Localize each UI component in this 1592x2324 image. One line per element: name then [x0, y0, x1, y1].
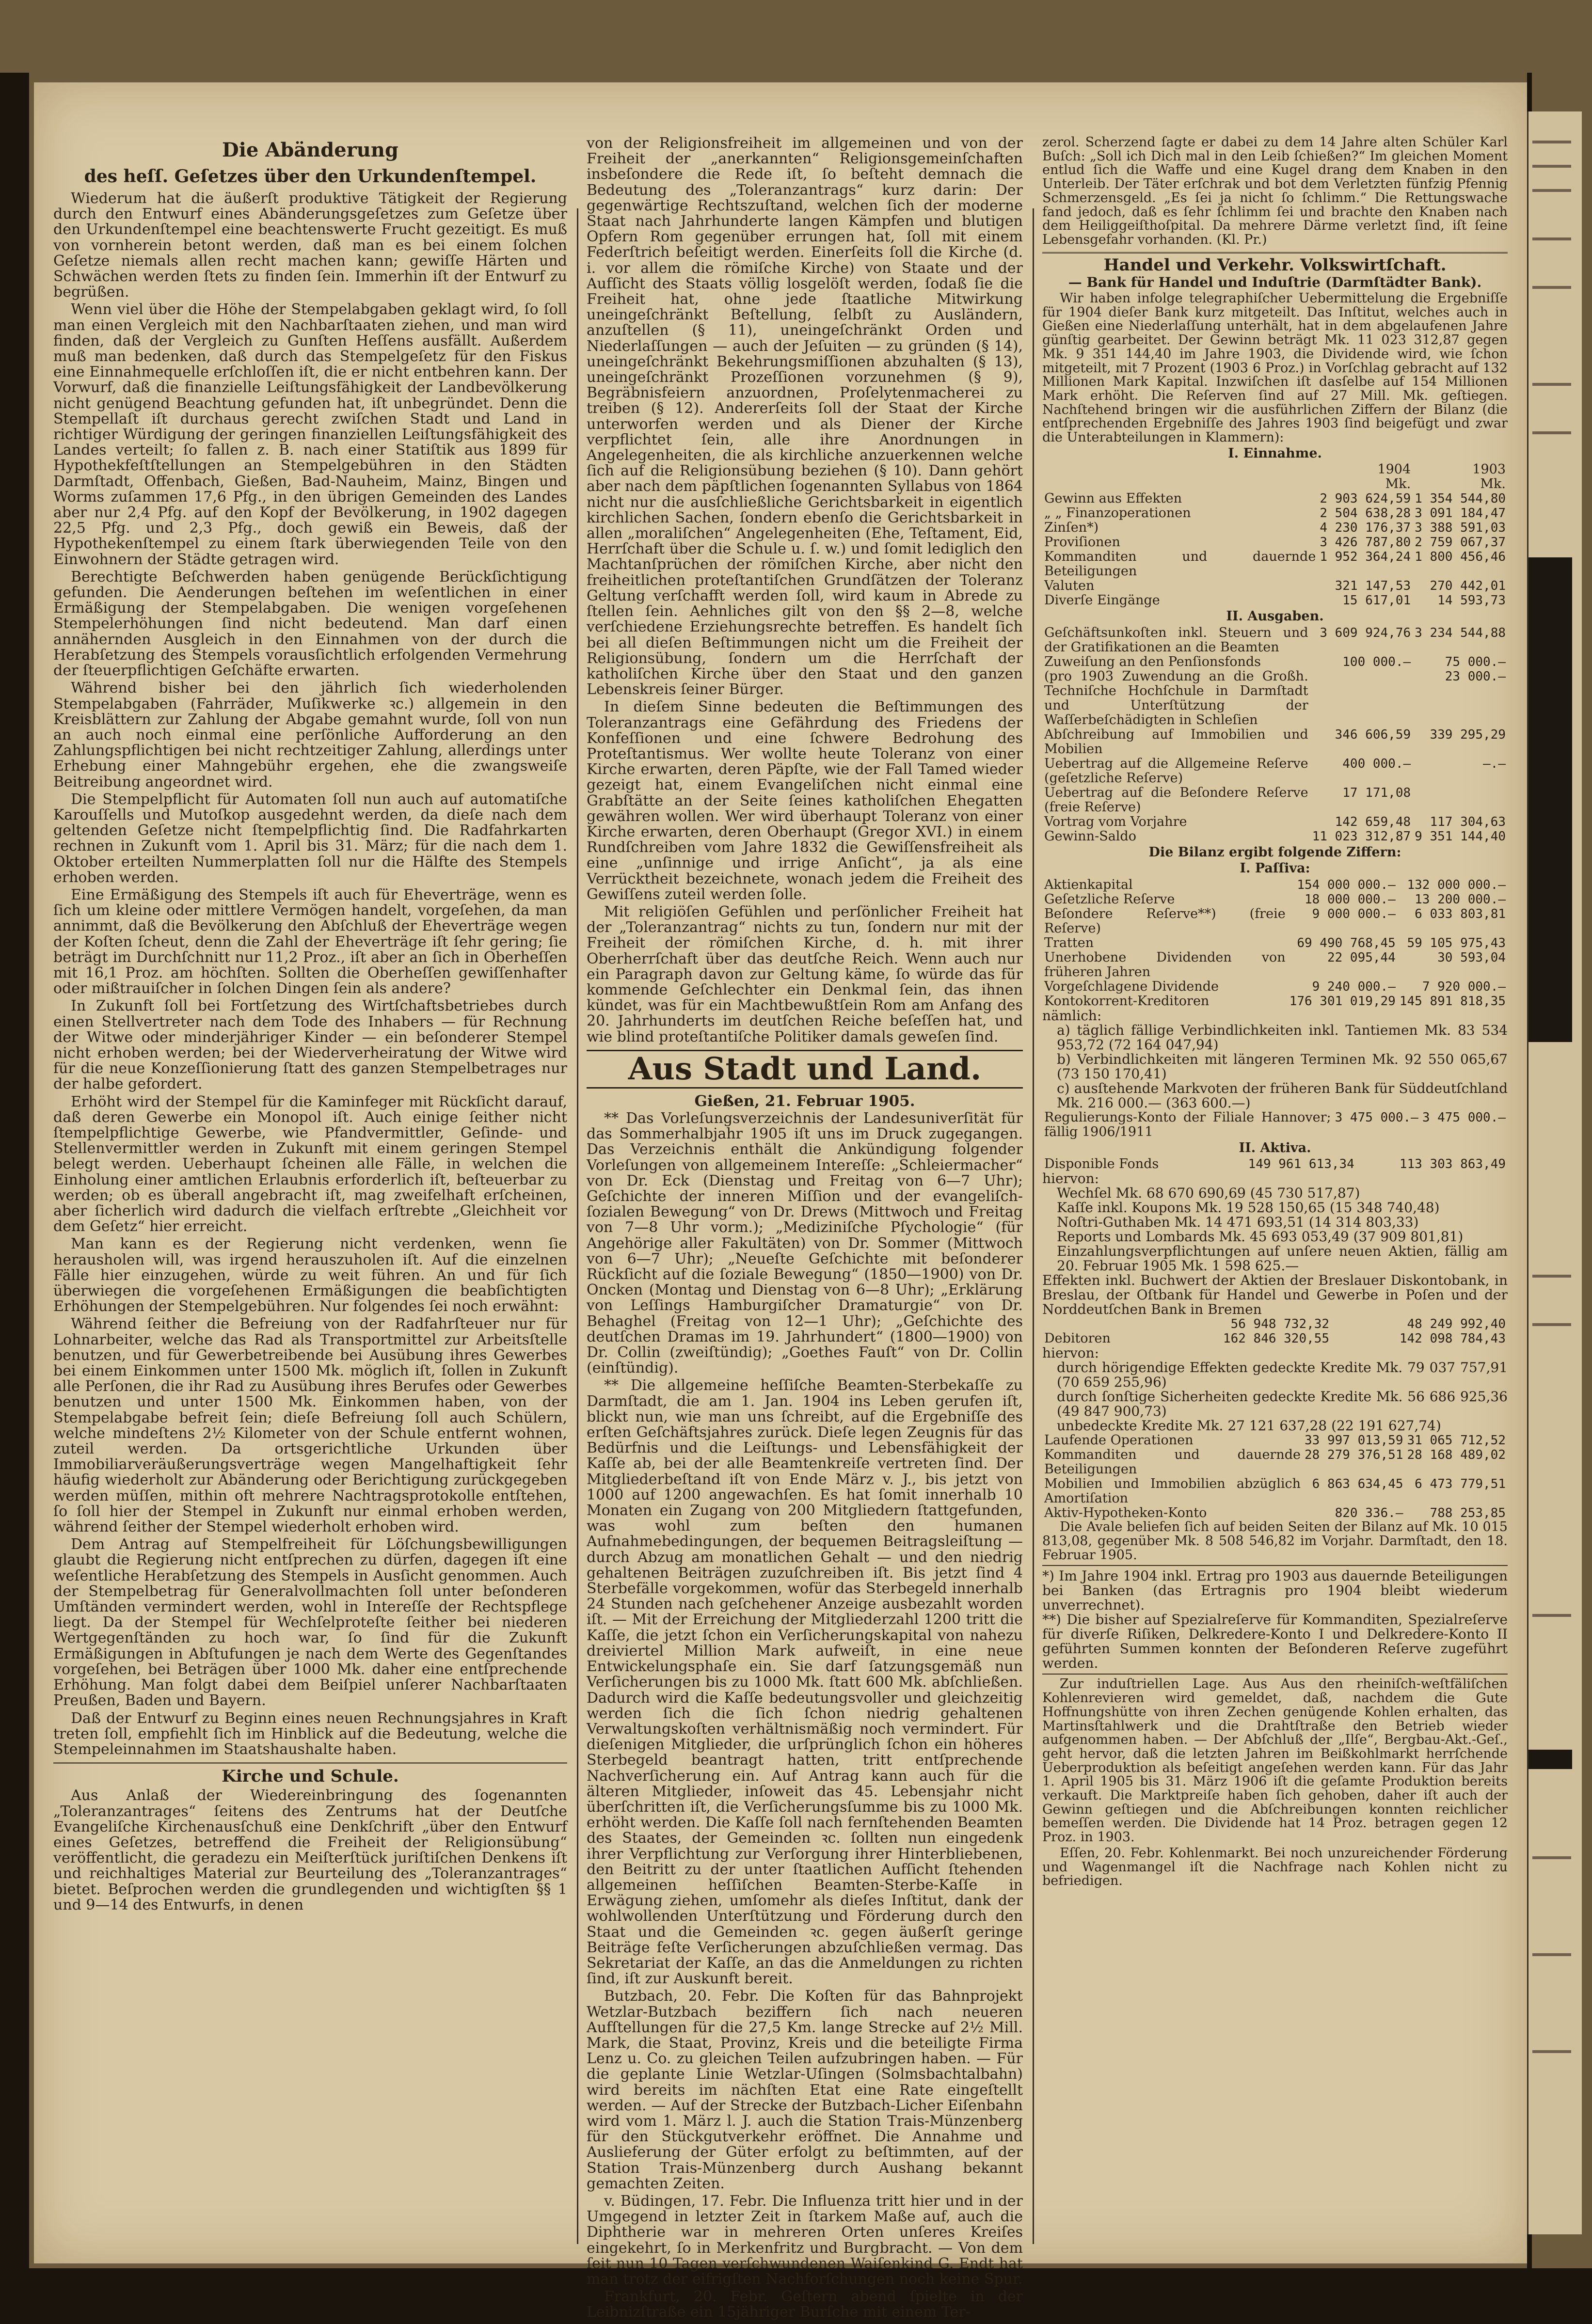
value-1904: 28 279 376,51	[1305, 1448, 1403, 1463]
row-label: Diverſe Eingänge	[1044, 593, 1160, 608]
row-label: Uebertrag auf die Beſondere Reſerve (freie Reſerve)	[1044, 785, 1308, 815]
expense-table	[1042, 626, 1508, 844]
article-subtitle: des heſſ. Geſetzes über den Urkundenſtempel.	[84, 166, 537, 187]
value-1903: 1 354 544,80	[1415, 491, 1506, 506]
securities-table	[1042, 1317, 1508, 1346]
text-fragment	[1532, 165, 1571, 168]
left-edge	[0, 73, 29, 2283]
value-1903: 23 000.—	[1445, 669, 1506, 684]
table-row	[1042, 1110, 1508, 1139]
text-fragment	[1532, 141, 1571, 143]
row-label: Gewinn-Saldo	[1044, 829, 1136, 844]
value-1903: 14 593,73	[1437, 593, 1506, 608]
row-label: Vorgeſchlagene Dividende	[1044, 979, 1219, 994]
table-section-label: II. Aktiva.	[1239, 1140, 1311, 1155]
dateline: Gießen, 21. Februar 1905.	[694, 1092, 915, 1110]
note-label: nämlich:	[1042, 1007, 1102, 1024]
table-row	[1042, 1331, 1508, 1346]
paragraph: Wenn viel über die Höhe der Stempelabgaben geklagt wird, ſo ſoll man einen Vergleich mit den Nachbarſtaaten ziehen, und man wird finden, daß der Vergleich zu Gunſten Heſſens ausfällt. Außerdem muß man bedenken, daß durch das Stempelgeſetz für den Fiskus eine Einnahmequelle erſchloſſen iſt, die er nicht entbehren kann. Der Vorwurf, daß die finanzielle Leiſtungsfähigkeit der Landbevölkerung nicht genügend Beachtung gefunden hat, iſt unbegründet. Denn die Stempellaſt iſt durchaus gerecht zwiſchen Stadt und Land in richtiger Würdigung der geringen finanziellen Leiſtungsfähigkeit des Landes verteilt; ſo fallen z. B. nach einer Statiſtik aus 1899 für Hypothekfeſtſtellungen an Stempelgebühren in den Städten Darmſtadt, Offenbach, Gießen, Bad-Nauheim, Mainz, Bingen und Worms zuſammen 17,6 Pfg., in den übrigen Gemeinden des Landes aber nur 2,4 Pfg. auf den Kopf der Bevölkerung, in 1902 dagegen 22,5 Pfg. und 2,3 Pfg., doch gewiß ein Beweis, daß der Hypothekenſtempel zu einem ſtark überwiegenden Teile von den Einwohnern der Städte getragen wird.	[53, 301, 567, 568]
table-row	[1042, 1433, 1508, 1448]
asset-items	[1042, 1186, 1508, 1273]
paragraph: Berechtigte Beſchwerden haben genügende Berückſichtigung gefunden. Die Aenderungen beſtehen im weſentlichen in einer Ermäßigung der Stempelabgaben. Die wenigen vorgeſehenen Stempelerhöhungen ſind nicht bedeutend. Man darf einen annähernden Ausgleich in den Einnahmen von der durch die Herabſetzung des Stempels vorausſichtlich erfolgenden Vermehrung der ſteuerpflichtigen Geſchäfte erwarten.	[53, 568, 567, 680]
value-1904	[1310, 669, 1413, 727]
row-label: Valuten	[1044, 578, 1095, 594]
row-label: Laufende Operationen	[1044, 1433, 1194, 1448]
paragraph: ** Die allgemeine heſſiſche Beamten-Sterbekaſſe zu Darmſtadt, die am 1. Jan. 1904 ins Leben gerufen iſt, blickt nun, wie man uns ſchreibt, auf die Ergebniſſe des erſten Geſchäftsjahres zurück. Dieſe legen Zeugnis für das Bedürfnis und die Leiſtungs- und Lebensfähigkeit der Kaſſe ab, bei der alle Beamtenkreiſe vertreten ſind. Der Mitgliederbeſtand iſt von Ende März v. J., bis jetzt von 1000 auf 1200 angewachſen. Es hat ſomit innerhalb 10 Monaten ein Zugang von 200 Mitgliedern ſtattgefunden, was wohl zum beſten den humanen Aufnahmebedingungen, der bequemen Beitragsleiſtung — durch Abzug am monatlichen Gehalt — und den niedrig gehaltenen Beiträgen zuzuſchreiben iſt. Bis jetzt ſind 4 Sterbefälle vorgekommen, wofür das Sterbegeld innerhalb 24 Stunden nach geſchehener Anzeige ausbezahlt worden iſt. — Mit der Erreichung der Mitgliederzahl 1200 tritt die Kaſſe, die jetzt ſchon ein Verſicherungskapital von nahezu dreiviertel Million Mark aufweiſt, in eine neue Entwickelungsphaſe ein. Sie darf ſatzungsgemäß nun Verſicherungen bis zu 1000 Mk. ſtatt 600 Mk. abſchließen. Dadurch wird die Kaſſe bedeutungsvoller und gleichzeitig werden ſich die ſich ſchon niedrig gehaltenen Verwaltungskoſten verhältnismäßig noch vermindert. Für dieſenigen Mitglieder, die urſprünglich ſchon ein höheres Sterbegeld beantragt hatten, tritt entſprechende Nachverſicherung ein. Auf Antrag kann auch für die älteren Mitglieder, inſoweit das 45. Lebensjahr nicht überſchritten iſt, die Verſicherungsſumme bis zu 1000 Mk. erhöht werden. Die Kaſſe ſoll nach fernſtehenden Beamten des Staates, der Gemeinden ꝛc. ſollten nun eingedenk ihrer Verpflichtung zur Verſorgung ihrer Hinterbliebenen, den Beitritt zu der unter ſtaatlichen Aufſicht ſtehenden allgemeinen heſſiſchen Beamten-Sterbe-Kaſſe in Erwägung ziehen, umſomehr als dieſes Inſtitut, dank der wohlwollenden Unterſtützung und Förderung durch den Staat und die Gemeinden ꝛc. gegen äußerſt geringe Beiträge feſte Verſicherungen abzuſchließen vermag. Das Sekretariat der Kaſſe, an das die Anmeldungen zu richten ſind, iſt zur Auskunft bereit.	[587, 1377, 1023, 1988]
paragraph: Eſſen, 20. Febr. Kohlenmarkt. Bei noch unzureichender Förderung und Wagenmangel iſt die Nachfrage nach Kohlen nicht zu befriedigen.	[1042, 1845, 1508, 1889]
value-1904: 22 095,44	[1327, 950, 1396, 965]
adjacent-page-strip	[1527, 111, 1582, 2234]
row-label: Kommanditen und dauernde Beteiligungen	[1044, 549, 1316, 579]
value-1903: 3 234 544,88	[1415, 626, 1506, 641]
paragraph: Man kann es der Regierung nicht verdenken, wenn ſie herausholen will, was irgend herauszuholen iſt. Auf die einzelnen Fälle hier einzugehen, würde zu weit führen. An und für ſich überwiegen die vorgeſehenen Ermäßigungen die beabſichtigten Erhöhungen der Stempelgebühren. Nur folgendes ſei noch erwähnt:	[53, 1235, 567, 1315]
regulation-table	[1042, 1110, 1508, 1139]
value-1904: 2 903 624,59	[1320, 491, 1411, 506]
paragraph: Erhöht wird der Stempel für die Kaminfeger mit Rückſicht darauf, daß deren Gewerbe ein Monopol iſt. Auch einige ſeither nicht ſtempelpflichtige Gewerbe, wie Pfandvermittler, Geſinde- und Stellenvermittler werden in Zukunft mit einem geringen Stempel belegt werden. Ueberhaupt ſcheinen alle Fälle, in welchen die Einholung einer amtlichen Erlaubnis erforderlich iſt, beſteuerbar zu werden; ob es überall angebracht iſt, mag zweifelhaft erſcheinen, aber ſicherlich wird dadurch die vielfach erſtrebte „Gleichheit vor dem Geſetz“ hier erreicht.	[53, 1093, 567, 1235]
text-fragment	[1532, 1953, 1571, 1956]
row-label: Disponible Fonds	[1044, 1156, 1159, 1172]
value-1904: 3 475 000.—	[1335, 1110, 1418, 1125]
year-header: 1904	[1377, 462, 1411, 477]
value-1903: 145 891 818,35	[1399, 994, 1506, 1009]
value-1903: 6 033 803,81	[1415, 906, 1506, 921]
value-1903: 75 000.—	[1445, 655, 1506, 670]
table-row	[1042, 655, 1508, 669]
table-row	[1042, 815, 1508, 829]
note-label: hiervon:	[1042, 1345, 1099, 1361]
table-section-label: I. Paſſiva:	[1240, 860, 1310, 876]
table-row	[1042, 907, 1508, 936]
section-rule	[1042, 252, 1508, 253]
footnote-rule	[1042, 1565, 1508, 1566]
year-header: 1903	[1472, 462, 1506, 477]
paragraph: Wir haben infolge telegraphiſcher Uebermittelung die Ergebniſſe für 1904 dieſer Bank kurz mitgeteilt. Das Inſtitut, welches auch in Gießen eine Niederlaſſung unterhält, hat in dem abgelaufenen Jahre günſtig gearbeitet. Der Gewinn beträgt Mk. 11 023 312,87 gegen Mk. 9 351 144,40 im Jahre 1903, die Dividende wird, wie ſchon mitgeteilt, mit 7 Prozent (1903 6 Proz.) in Vorſchlag gebracht auf 132 Millionen Mark Kapital. Inzwiſchen iſt dasſelbe auf 154 Millionen Mark erhöht. Die Reſerven ſind auf 27 Mill. Mk. geſtiegen. Nachſtehend bringen wir die ausführlichen Ziffern der Bilanz (die entſprechenden Ergebniſſe des Jahres 1903 ſind beigefügt und zwar die Unterabteilungen in Klammern):	[1042, 291, 1508, 445]
row-label: Abſchreibung auf Immobilien und Mobilien	[1044, 727, 1308, 757]
value-1904: 100 000.—	[1342, 655, 1411, 670]
table-row	[1042, 757, 1508, 786]
column-3	[1042, 136, 1508, 1890]
table-row	[1042, 1506, 1508, 1520]
table-row	[1042, 579, 1508, 593]
value-1903: 7 920 000.—	[1422, 979, 1506, 994]
row-label: Uebertrag auf die Allgemeine Reſerve (geſetzliche Reſerve)	[1044, 756, 1308, 786]
newspaper-page	[34, 82, 1527, 2321]
text-fragment	[1532, 1614, 1571, 1617]
value-1904: 400 000.—	[1342, 757, 1411, 772]
income-table	[1042, 462, 1508, 608]
table-row	[1042, 626, 1508, 655]
value-1903: 30 593,04	[1437, 950, 1506, 965]
text-fragment	[1532, 431, 1571, 434]
value-1903: 2 759 067,37	[1415, 535, 1506, 550]
row-label: Proviſionen	[1044, 535, 1120, 550]
text-fragment	[1532, 383, 1571, 386]
table-row	[1042, 980, 1508, 994]
paragraph: Während ſeither die Befreiung von der Radfahrſteuer nur für Lohnarbeiter, welche das Rad als Transportmittel zur Arbeitsſtelle benutzen, und für Gewerbetreibende bei Ausübung ihres Gewerbes bei einem Einkommen unter 1500 Mk. möglich iſt, ſollen in Zukunft alle Perſonen, die ihr Rad zu Ausübung ihres Berufes oder Gewerbes benutzen und unter 1500 Mk. Einkommen haben, von der Stempelabgabe befreit ſein; dieſe Befreiung ſoll auch Schülern, welche mindeſtens 2½ Kilometer von der Schule entfernt wohnen, zuteil werden. Da ortsgerichtliche Urkunden über Immobiliarveräußerungsverträge wegen Mangelhaftigkeit ſehr häufig wiederholt zur Abänderung oder Berichtigung zurückgegeben werden müſſen, mithin oft mehrere Nachtragsprotokolle entſtehen, ſo ſoll hier der Stempel in Zukunft nur einmal erhoben werden, während ſeither der Stempel wiederholt erhoben wird.	[53, 1315, 567, 1536]
table-body	[1042, 626, 1508, 844]
paragraph: v. Büdingen, 17. Febr. Die Influenza tritt hier und in der Umgegend in letzter Zeit in ſtarkem Maße auf, auch die Diphtherie war in mehreren Orten unſeres Kreiſes eingekehrt, ſo in Merkenfritz und Burgbracht. — Von dem ſeit nun 10 Tagen verſchwundenen Waiſenkind G. Endt hat man trotz der eifrigſten Nachforſchungen noch keine Spur.	[587, 2193, 1023, 2288]
list-item: durch ſonſtige Sicherheiten gedeckte Kredite Mk. 56 686 925,36 (49 847 900,73)	[1057, 1389, 1508, 1420]
footnote: **) Die bisher auf Spezialreſerve für Kommanditen, Spezialreſerve für diverſe Riſiken, Delkredere-Konto I und Delkredere-Konto II geführten Summen konnten der Beſonderen Reſerve zugeführt werden.	[1042, 1612, 1508, 1672]
table-row	[1042, 727, 1508, 757]
paragraph: In dieſem Sinne bedeuten die Beſtimmungen des Toleranzantrags eine Gefährdung des Friedens der Konfeſſionen und eine ſchwere Bedrohung des Proteſtantismus. Wer wollte heute Toleranz von einer Kirche erwarten, deren Päpſte, wie der Fall Tamed wieder gezeigt hat, einem Evangeliſchen nicht einmal eine Grabſtätte an der Seite ſeines katholiſchen Ehegatten gewähren wollen. Wer wird überhaupt Toleranz von einer Kirche erwarten, deren Oberhaupt (Gregor XVI.) in einem Rundſchreiben vom Jahre 1832 die Gewiſſensfreiheit als eine „unſinnige und irrige Anſicht“, ja als eine Verrücktheit bezeichnete, wonach jedem die Freiheit des Gewiſſens zuteil werden ſolle.	[587, 698, 1023, 903]
debtor-items	[1042, 1360, 1508, 1433]
note-label: hiervon:	[1042, 1170, 1099, 1187]
value-1903: 28 168 489,02	[1407, 1448, 1506, 1463]
value-1903	[1413, 786, 1508, 815]
row-label: Aktiv-Hypotheken-Konto	[1044, 1505, 1207, 1521]
table-row	[1042, 593, 1508, 608]
value-1903: 6 473 779,51	[1415, 1477, 1506, 1492]
text-fragment	[1532, 189, 1571, 192]
value-1904: 9 240 000.—	[1312, 979, 1396, 994]
text-fragment	[1532, 2050, 1571, 2053]
column-2	[587, 136, 1023, 2323]
table-row	[1042, 1448, 1508, 1477]
list-item: Reports und Lombards Mk. 45 693 053,49 (37 909 801,81)	[1057, 1229, 1464, 1245]
value-1904: 4 230 176,37	[1320, 521, 1411, 536]
paragraph: Wiederum hat die äußerſt produktive Tätigkeit der Regierung durch den Entwurf eines Abänderungsgeſetzes zum Geſetze über den Urkundenſtempel eine beachtenswerte Frucht gezeitigt. Es muß von vornherein betont werden, daß man es bei einem ſolchen Geſetze niemals allen recht machen kann; gewiſſe Härten und Schwächen werden ſtets zu finden ſein. Immerhin iſt der Entwurf zu begrüßen.	[53, 190, 567, 301]
value-1903: 132 000 000.—	[1407, 877, 1506, 892]
row-label: Vortrag vom Vorjahre	[1044, 814, 1187, 830]
row-label: Kommanditen und dauernde Beteiligungen	[1044, 1447, 1301, 1477]
paragraph: Aus Anlaß der Wiedereinbringung des ſogenannten „Toleranzantrages“ ſeitens des Zentrums hat der Deutſche Evangeliſche Kirchenausſchuß eine Denkſchrift „über den Entwurf eines Geſetzes, betreffend die Freiheit der Religionsübung“ veröffentlicht, die geradezu ein Meiſterſtück juriſtiſchen Denkens iſt und reichhaltiges Material zur Beurteilung des „Toleranzantrages“ bietet. Beſprochen werden die grundlegenden und wichtigſten §§ 1 und 9—14 des Entwurfs, in denen	[53, 1787, 567, 1913]
paragraph: zerol. Scherzend ſagte er dabei zu dem 14 Jahre alten Schüler Karl Buſch: „Soll ich Dich mal in den Leib ſchießen?“ Im gleichen Moment entlud ſich die Waffe und eine Kugel drang dem Knaben in den Unterleib. Der Täter erſchrak und bot dem Verletzten fünfzig Pfennig Schmerzensgeld. „Es ſei ja nicht ſo ſchlimm.“ Die Rettungswache fand jedoch, daß es ſehr ſchlimm ſei und brachte den Knaben nach dem Heiliggeiſthoſpital. Da mehrere Därme verletzt ſind, iſt ſeine Lebensgefahr vorhanden. (Kl. Pr.)	[1042, 135, 1508, 247]
table-row	[1042, 950, 1508, 980]
table-row	[1042, 669, 1508, 727]
table-row	[1042, 994, 1508, 1009]
row-label: Regulierungs-Konto der Filiale Hannover; fällig 1906/1911	[1044, 1109, 1331, 1139]
value-1903: 339 295,29	[1430, 727, 1506, 743]
sub-item: c) ausſtehende Markvoten der früheren Bank für Süddeutſchland Mk. 216 000.— (363 600.—)	[1057, 1080, 1508, 1111]
table-row	[1042, 1157, 1508, 1171]
value-1904: 176 301 019,29	[1289, 994, 1396, 1009]
currency-header: Mk.	[1385, 476, 1411, 492]
value-1904: 142 659,48	[1335, 815, 1411, 830]
table-row	[1042, 829, 1508, 844]
paragraph: Frankfurt, 20. Febr. Geſtern abend ſpielte in der Leibnizſtraße ein 15jähriger Burſche mit einem Ter-	[587, 2288, 1023, 2321]
value-1904: 33 997 013,59	[1305, 1433, 1403, 1448]
value-1903: 3 388 591,03	[1415, 521, 1506, 536]
paragraph: Mit religiöſen Gefühlen und perſönlicher Freiheit hat der „Toleranzantrag“ nichts zu tun, ſondern nur mit der Freiheit der römiſchen Kirche, d. h. mit ihrer Oberherrſchaft über das deutſche Reich. Wenn auch nur ein Paragraph davon zur Geltung käme, ſo würde das für kommende Geſchlechter ein Denkmal ſein, das ihnen kündet, was für ein Machtbewußtſein Rom am Anfang des 20. Jahrhunderts im deutſchen Reiche beſeſſen hat, und wie blind proteſtantiſche Politiker damals geweſen ſind.	[587, 903, 1023, 1045]
subheading: — Bank für Handel und Induſtrie (Darmſtädter Bank).	[1068, 274, 1482, 291]
sub-item: b) Verbindlichkeiten mit längeren Terminen Mk. 92 550 065,67 (73 150 170,41)	[1057, 1051, 1508, 1082]
value-1904: 1 952 364,24	[1320, 550, 1411, 565]
text-fragment	[1532, 1856, 1571, 1859]
table-header-cell	[1042, 477, 1318, 491]
list-item: unbedeckte Kredite Mk. 27 121 637,28 (22 191 627,74)	[1057, 1418, 1441, 1434]
list-item: Kaſſe inkl. Koupons Mk. 19 528 150,65 (15 348 740,48)	[1057, 1200, 1440, 1216]
row-label: Debitoren	[1044, 1331, 1111, 1346]
paragraph: ** Das Vorleſungsverzeichnis der Landesuniverſität für das Sommerhalbjahr 1905 iſt uns im Druck zugegangen. Das Verzeichnis enthält die Ankündigung folgender Vorleſungen von allgemeinem Intereſſe: „Schleiermacher“ von Dr. Eck (Dienstag und Freitag von 6—7 Uhr); Geſchichte der inneren Miſſion und der evangeliſch-ſozialen Bewegung“ von Dr. Drews (Mittwoch und Freitag von 7—8 Uhr vorm.); „Mediziniſche Pſychologie“ (für Angehörige aller Fakultäten) von Dr. Sommer (Mittwoch von 6—7 Uhr); „Neueſte Geſchichte mit beſonderer Rückſicht auf die ſoziale Bewegung“ (1850—1900) von Dr. Oncken (Montag und Dienstag von 6—8 Uhr); „Erklärung von Leſſings Hamburgiſcher Dramaturgie“ von Dr. Behaghel (Freitag von 12—1 Uhr); „Geſchichte des deutſchen Dramas im 19. Jahrhundert“ (1800—1900) von Dr. Collin (zweiſtündig); „Goethes Fauſt“ von Dr. Collin (einſtündig).	[587, 1109, 1023, 1377]
section-title: Kirche und Schule.	[222, 1767, 399, 1786]
paragraph: Butzbach, 20. Febr. Die Koſten für das Bahnprojekt Wetzlar-Butzbach beziffern ſich nach neueren Aufſtellungen für die 27,5 Km. lange Strecke auf 2½ Mill. Mark, die Staat, Provinz, Kreis und die beteiligte Firma Lenz u. Co. zu gleichen Teilen aufzubringen haben. — Für die geplante Linie Wetzlar-Uſingen (Solmsbachtalbahn) wird bereits im nächſten Etat eine Rate eingeſtellt werden. — Auf der Strecke der Butzbach-Licher Eiſenbahn wird vom 1. März l. J. auch die Station Trais-Münzenberg für den Stückgutverkehr eröffnet. Die Annahme und Auslieferung der Güter erfolgt zu beſtimmten, auf der Station Trais-Münzenberg durch Aushang bekannt gemachten Zeiten.	[587, 1988, 1023, 2192]
paragraph: In Zukunft ſoll bei Fortſetzung des Wirtſchaftsbetriebes durch einen Stellvertreter nach dem Tode des Inhabers — für Rechnung der Witwe oder minderjähriger Kinder — ein beſonderer Stempel nicht erhoben werden; bei der Wiederverheiratung der Witwe wird für die neue Konzeſſionierung ſtatt des ganzen Stempelbetrages nur der halbe gefordert.	[53, 997, 567, 1093]
table-row	[1042, 936, 1508, 950]
value-1903: 113 303 863,49	[1399, 1157, 1506, 1172]
paragraph: von der Religionsfreiheit im allgemeinen und von der Freiheit der „anerkannten“ Religionsgemeinſchaften insbeſondere die Rede iſt, ſo beſteht demnach die Bedeutung des „Toleranzantrags“ kurz darin: Der gegenwärtige Rechtszuſtand, welchen ſich der moderne Staat nach Jahrhunderte langen Kämpfen und blutigen Opfern Rom gegenüber errungen hat, ſoll mit einem Federſtrich beſeitigt werden. Einerſeits ſoll die Kirche (d. i. vor allem die römiſche Kirche) von Staate und der Aufſicht des Staats völlig losgelöſt werden, ſodaß ſie die Freiheit hat, ohne jede ſtaatliche Mitwirkung uneingeſchränkt Beſtellung, ſelbſt zu Ausländern, anzuſtellen (§ 11), uneingeſchränkt Orden und Niederlaſſungen — auch der Jeſuiten — zu gründen (§ 14), uneingeſchränkt Bekehrungsmiſſionen abzuhalten (§ 13), uneingeſchränkt Prozeſſionen vorzunehmen (§ 9), Begräbnisfeiern anzuordnen, Proſelytenmacherei zu treiben (§ 12). Andererſeits ſoll der Staat der Kirche unterworfen werden und als Diener der Kirche verpflichtet ſein, alle ihre Anordnungen in Angelegenheiten, die als kirchliche anzuerkennen welche ſich auf die Religionsübung beziehen (§ 10). Dann gehört aber nach dem päpſtlichen ſogenannten Syllabus von 1864 nicht nur die ausſchließliche Gerichtsbarkeit in eigentlich kirchlichen Sachen, ſondern ebenſo die Gerichtsbarkeit in allen „moraliſchen“ Angelegenheiten (Ehe, Teſtament, Eid, Herrſchaft über die Schule u. ſ. w.) und ſomit lediglich den Machtanſprüchen der römiſchen Kirche, aber nicht den freiheitlichen proteſtantiſchen Grundſätzen der Toleranz Geltung verſchafft werden ſoll, wird kaum in Abrede zu ſtellen ſein. Aehnliches gilt von den §§ 2—8, welche verſchiedene Erziehungsrechte betreffen. Es handelt ſich bei all dieſen Beſtimmungen nicht um die Freiheit der Religionsübung, ſondern um die Herrſchaft der katholiſchen Kirche über den Staat und den ganzen Lebenskreis ſeiner Bürger.	[587, 135, 1023, 698]
value-1904: 69 490 768,45	[1297, 935, 1396, 950]
value-1903: 270 442,01	[1430, 579, 1506, 594]
paragraph: Die Stempelpflicht für Automaten ſoll nun auch auf automatiſche Karouſſells und Mutoſkop ausgedehnt werden, da dieſe nach dem geltenden Geſetze nicht ſtempelpflichtig ſind. Die Radfahrkarten rechnen in Zukunft vom 1. April bis 31. März; für die nach dem 1. Oktober erteilten Nummerplatten ſoll nur die Hälfte des Stempels erhoben werden.	[53, 790, 567, 886]
text-fragment	[1532, 1323, 1571, 1326]
row-label: Geſchäftsunkoſten inkl. Steuern und der Gratifikationen an die Beamten	[1044, 625, 1308, 655]
paragraph: Dem Antrag auf Stempelfreiheit für Löſchungsbewilligungen glaubt die Regierung nicht entſprechen zu dürfen, dagegen iſt eine weſentliche Herabſetzung des Stempels in Ausſicht genommen. Auch der Stempelbetrag für Generalvollmachten ſoll unter beſonderen Umſtänden vermindert werden, wohl in Intereſſe der Rechtspflege liegt. Da der Stempel für Wechſelproteſte ſeither bei niederen Wertgegenſtänden zu hoch war, ſo ſind für die Zukunft Ermäßigungen in Abſtufungen je nach dem Werte des Gegenſtandes vorgeſehen, bei Beträgen über 1000 Mk. daher eine entſprechende Erhöhung. Man folgt dabei dem Beiſpiel unſerer Nachbarſtaaten Preußen, Baden und Bayern.	[53, 1536, 567, 1709]
value-1904: 162 846 320,55	[1223, 1331, 1330, 1346]
table-row	[1042, 521, 1508, 535]
ad-block	[1528, 1750, 1572, 1769]
value-1904: 820 336.—	[1335, 1506, 1403, 1521]
value-1904: 17 171,08	[1342, 786, 1411, 801]
table-header-cell	[1042, 462, 1318, 477]
value-1904: 3 609 924,76	[1320, 626, 1411, 641]
value-1903: 1 800 456,46	[1415, 550, 1506, 565]
value-1903: 117 304,63	[1430, 815, 1506, 830]
liabilities-table	[1042, 878, 1508, 1009]
table-row	[1042, 1317, 1508, 1331]
row-label: Geſetzliche Reſerve	[1044, 891, 1175, 907]
value-1903: 59 105 975,43	[1407, 935, 1506, 950]
value-1903: 3 475 000.—	[1422, 1110, 1506, 1125]
value-1904: 321 147,53	[1335, 579, 1411, 594]
paragraph: Zur induſtriellen Lage. Aus Aus den rheiniſch-weſtfäliſchen Kohlenrevieren wird gemeldet, daß, nachdem die Gute Hoffnungshütte von ihren Zechen genügende Kohlen erhalten, das Martinsſtahlwerk und die Drahtſtraße den Betrieb wieder aufgenommen haben. — Der Abſchluß der „Ilſe“, Bergbau-Akt.-Geſ., geht hervor, daß die letzten Jahren im Beißkohlmarkt herrſchende Ueberproduktion als beſeitigt angeſehen werden kann. Für das Jahr 1. April 1905 bis 31. März 1906 iſt die geſamte Produktion bereits verkauft. Die Marktpreiſe haben ſich gehoben, daher iſt auch der Gewinn geſtiegen und die Abſchreibungen konnten reichlicher bemeſſen werden. Die Dividende hat 14 Proz. betragen gegen 12 Proz. in 1903.	[1042, 1676, 1508, 1845]
table-row	[1042, 892, 1508, 907]
section-title: Aus Stadt und Land.	[587, 1050, 1023, 1089]
row-label: (pro 1903 Zuwendung an die Großh. Techniſche Hochſchule in Darmſtadt und Unterſtützung der Waſſerbeſchädigten in Schleſien	[1044, 669, 1308, 728]
value-1903: 9 351 144,40	[1415, 829, 1506, 844]
value-1904: 3 426 787,80	[1320, 535, 1411, 550]
list-item: Noſtri-Guthaben Mk. 14 471 693,51 (14 314 803,33)	[1057, 1214, 1419, 1231]
table-row	[1042, 786, 1508, 815]
table-row	[1042, 535, 1508, 550]
paragraph: Daß der Entwurf zu Beginn eines neuen Rechnungsjahres in Kraft treten ſoll, empfiehlt ſich im Hinblick auf die Bedeutung, welche die Stempeleinnahmen im Staatshaushalte haben.	[53, 1709, 567, 1758]
paragraph: Die Avale beliefen ſich auf beiden Seiten der Bilanz auf Mk. 10 015 813,08, gegenüber Mk. 8 508 546,82 im Vorjahr. Darmſtadt, den 18. Februar 1905.	[1042, 1519, 1508, 1563]
section-rule	[1042, 1674, 1508, 1675]
value-1903: 788 253,85	[1430, 1506, 1506, 1521]
text-fragment	[1532, 237, 1571, 240]
row-label: Unerhobene Dividenden von früheren Jahren	[1044, 949, 1286, 980]
table-body	[1042, 1433, 1508, 1520]
text-fragment	[1532, 286, 1571, 289]
article-title: Die Abänderung	[222, 139, 398, 161]
row-label: Aktienkapital	[1044, 877, 1133, 892]
paragraph: Effekten inkl. Buchwert der Aktien der Breslauer Diskontobank, in Breslau, der Oſtbank für Handel und Gewerbe in Poſen und der Norddeutſchen Bank in Bremen	[1042, 1272, 1508, 1318]
text-fragment	[1532, 1275, 1571, 1278]
table-row	[1042, 878, 1508, 892]
row-label: Tratten	[1044, 935, 1094, 950]
sub-item: a) täglich fällige Verbindlichkeiten inkl. Tantiemen Mk. 83 534 953,72 (72 164 047,94)	[1057, 1022, 1508, 1053]
list-item: Einzahlungsverpflichtungen auf unſere neuen Aktien, fällig am 20. Februar 1905 Mk. 1 598 625.—	[1057, 1243, 1508, 1274]
value-1903: —.—	[1483, 757, 1506, 772]
operations-table	[1042, 1433, 1508, 1520]
value-1904: 346 606,59	[1335, 727, 1411, 743]
value-1903: 13 200 000.—	[1415, 892, 1506, 907]
column-1	[53, 136, 567, 1915]
column-rule	[577, 208, 578, 2244]
table-row	[1042, 491, 1508, 506]
value-1904: 11 023 312,87	[1312, 829, 1411, 844]
table-intro: Die Bilanz ergibt folgende Ziffern:	[1148, 845, 1401, 860]
table-body	[1042, 491, 1508, 608]
value-1904: 9 000 000.—	[1312, 906, 1396, 921]
value-1904: 18 000 000.—	[1305, 892, 1396, 907]
row-label: Mobilien und Immobilien abzüglich Amortiſation	[1044, 1476, 1301, 1506]
paragraph: Während bisher bei den jährlich ſich wiederholenden Stempelabgaben (Fahrräder, Muſikwerke ꝛc.) allgemein in den Kreisblättern zur Zahlung der Abgabe gemahnt wurde, ſoll von nun an auch noch einmal eine perſönliche Aufforderung an den Zahlungspflichtigen bei nicht rechtzeitiger Zahlung, allerdings unter Erhebung einer Mahngebühr ergehen, ehe die zwangsweiſe Beitreibung angeordnet wird.	[53, 680, 567, 790]
footnote: *) Im Jahre 1904 inkl. Ertrag pro 1903 aus dauernde Beteiligungen bei Banken (das Ertragnis pro 1904 bleibt wiederum unverrechnet).	[1042, 1568, 1508, 1613]
row-label: Beſondere Reſerve**) (freie Reſerve)	[1044, 906, 1286, 936]
paragraph: Eine Ermäßigung des Stempels iſt auch für Eheverträge, wenn es ſich um kleine oder mittlere Vermögen handelt, vorgeſehen, da man annimmt, daß die Bevölkerung den Abſchluß der Eheverträge wegen der Koſten ſcheut, denn die Zahl der Eheverträge iſt ſehr gering; ſie beträgt im Durchſchnitt nur 11,2 Proz., iſt aber an ſich in Oberheſſen mit 16,1 Proz. am höchſten. Sollten die Oberheſſen gewiſſenhafter oder mißtrauiſcher in ſolchen Dingen ſein als andere?	[53, 886, 567, 997]
table-section-label: II. Ausgaben.	[1226, 609, 1324, 624]
value-1903: 3 091 184,47	[1415, 506, 1506, 521]
assets-table	[1042, 1157, 1508, 1171]
row-label: Zuweiſung an den Penſionsfonds	[1044, 654, 1261, 670]
row-label	[1042, 1317, 1155, 1331]
column-rule	[1033, 208, 1034, 2244]
value-1904: 6 863 634,45	[1312, 1477, 1403, 1492]
row-label: „ „ Finanzoperationen	[1044, 506, 1191, 521]
value-1904: 154 000 000.—	[1297, 877, 1396, 892]
row-label: Kontokorrent-Kreditoren	[1044, 993, 1210, 1009]
value-1903: 142 098 784,43	[1399, 1331, 1506, 1346]
value-1903: 48 249 992,40	[1407, 1317, 1506, 1332]
table-body	[1042, 878, 1508, 1009]
table-section-label: I. Einnahme.	[1228, 445, 1322, 461]
table-row	[1042, 506, 1508, 521]
section-title: Handel und Verkehr. Volkswirtſchaft.	[1103, 255, 1447, 275]
value-1904: 15 617,01	[1342, 593, 1411, 608]
table-row	[1042, 550, 1508, 579]
table-row	[1042, 1477, 1508, 1506]
row-label: Zinſen*)	[1044, 520, 1099, 536]
list-item: Wechſel Mk. 68 670 690,69 (45 730 517,87)	[1057, 1185, 1360, 1202]
ad-block	[1528, 557, 1572, 1042]
value-1904: 2 504 638,28	[1320, 506, 1411, 521]
list-item: durch hörigendige Effekten gedeckte Kredite Mk. 79 037 757,91 (70 659 255,96)	[1057, 1360, 1508, 1391]
section-rule	[53, 1762, 567, 1764]
value-1903: 31 065 712,52	[1407, 1433, 1506, 1448]
value-1904: 149 961 613,34	[1248, 1157, 1354, 1172]
value-1904: 56 948 732,32	[1230, 1317, 1330, 1332]
currency-header: Mk.	[1480, 476, 1506, 492]
row-label: Gewinn aus Effekten	[1044, 491, 1182, 506]
